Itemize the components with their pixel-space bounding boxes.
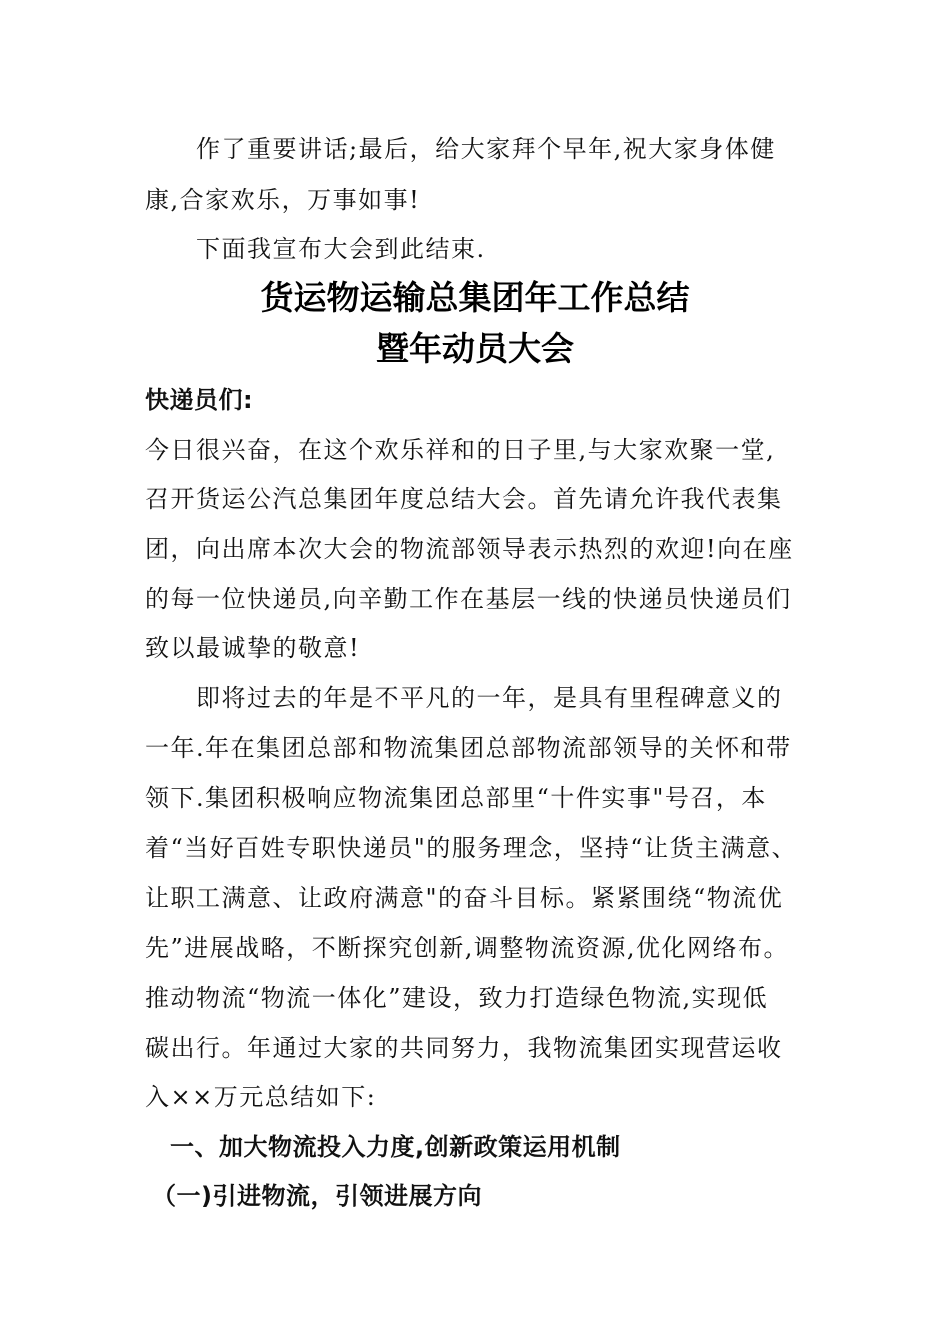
- salutation: 快递员们:: [145, 386, 254, 414]
- paragraph2-line: 让职工满意、让政府满意"的奋斗目标。紧紧围绕“物流优: [145, 884, 784, 912]
- intro-line-1: 作了重要讲话;最后，给大家拜个早年,祝大家身体健: [196, 135, 776, 163]
- intro-line-2: 康,合家欢乐，万事如事!: [145, 186, 421, 214]
- paragraph2-line: 着“当好百姓专职快递员"的服务理念，坚持“让货主满意、: [145, 834, 798, 862]
- paragraph2-line: 先”进展战略，不断探究创新,调整物流资源,优化网络布。: [145, 934, 790, 962]
- paragraph2-line: 推动物流“物流一体化”建设，致力打造绿色物流,实现低: [145, 984, 769, 1012]
- paragraph1-line: 的每一位快递员,向辛勤工作在基层一线的快递员快递员们: [145, 585, 792, 613]
- paragraph2-line: 即将过去的年是不平凡的一年，是具有里程碑意义的: [196, 684, 783, 712]
- subsection-heading-1: （一)引进物流，引领进展方向: [152, 1182, 482, 1210]
- paragraph1-line: 致以最诚挚的敬意!: [145, 634, 361, 662]
- paragraph2-line: 入××万元总结如下:: [145, 1083, 377, 1111]
- section-heading-1: 一、加大物流投入力度,创新政策运用机制: [170, 1133, 621, 1161]
- paragraph2-line: 碳出行。年通过大家的共同努力，我物流集团实现营运收: [145, 1034, 783, 1062]
- paragraph1-line: 今日很兴奋，在这个欢乐祥和的日子里,与大家欢聚一堂,: [145, 436, 776, 464]
- paragraph2-line: 领下.集团积极响应物流集团总部里“十件实事"号召，本: [145, 784, 767, 812]
- paragraph1-line: 召开货运公汽总集团年度总结大会。首先请允许我代表集: [145, 485, 783, 513]
- paragraph1-line: 团，向出席本次大会的物流部领导表示热烈的欢迎!向在座: [145, 535, 794, 563]
- intro-line-3: 下面我宣布大会到此结束.: [196, 235, 486, 263]
- document-subtitle: 暨年动员大会: [376, 329, 574, 368]
- paragraph2-line: 一年.年在集团总部和物流集团总部物流部领导的关怀和带: [145, 734, 792, 762]
- document-title: 货运物运输总集团年工作总结: [260, 278, 690, 317]
